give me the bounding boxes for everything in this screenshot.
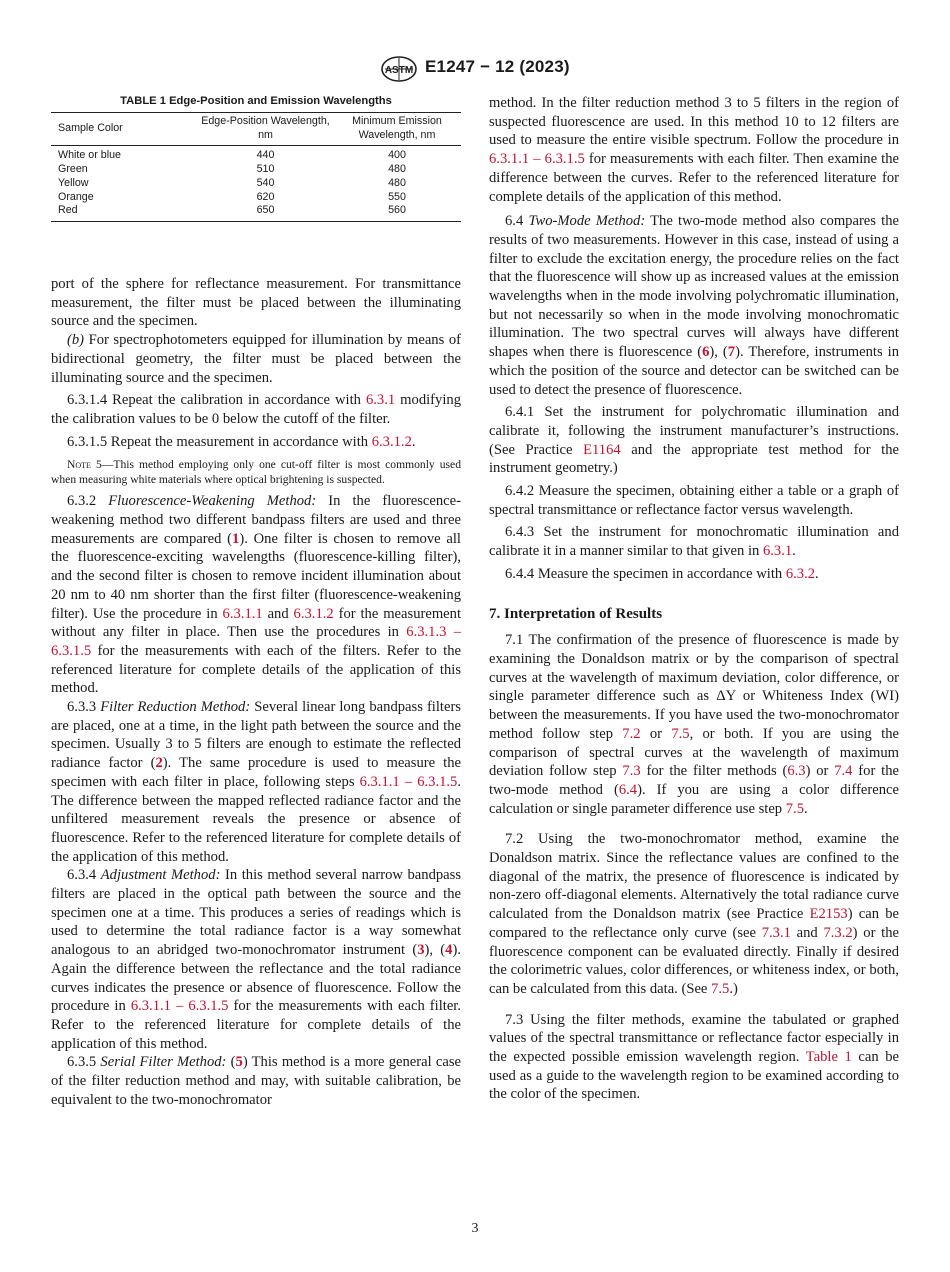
table-row xyxy=(51,146,461,163)
table-cell: 440 xyxy=(256,149,275,162)
table-cell: 540 xyxy=(256,176,275,189)
paragraph-7-1 xyxy=(489,631,899,818)
paragraph-6-4-2: 6.4.2 Measure the specimen, obtaining either a table or a graph of spectral transmittance or reflectance factor versus wavelength. xyxy=(489,483,899,518)
reference-link[interactable]: 3 xyxy=(417,942,425,959)
paragraph-text: modifying the calibration values to be 0 below the cutoff of the filter. xyxy=(51,392,461,427)
edge-position-table xyxy=(51,112,461,222)
paragraph-text: ). Therefore, instruments in which the position of the source and detector can be switched can be used to detect the presence of fluorescence. xyxy=(489,344,899,398)
section-link[interactable]: 6.3.1.1 – 6.3.1.5 xyxy=(489,151,585,168)
table-row xyxy=(51,177,461,191)
section-title: Filter Reduction Method: xyxy=(100,699,251,716)
paragraph-text: for the filter methods ( xyxy=(640,763,788,780)
paragraph-text: ). The same procedure is used to measure the specimen with each filter in place, following steps xyxy=(51,755,461,790)
paragraph-6-4-3 xyxy=(489,523,899,560)
table-cell: 400 xyxy=(388,149,406,162)
section-link[interactable]: 7.2 xyxy=(622,725,641,742)
paragraph-text: or xyxy=(640,725,672,742)
paragraph-text: 6.4.3 Set the instrument for monochromatic illumination and calibrate it in a manner similar to that given in xyxy=(489,524,899,560)
paragraph-continuation: port of the sphere for reflectance measurement. For transmittance measurement, the filter must be placed between the illuminating source and the specimen. xyxy=(51,275,461,330)
paragraph-6-4 xyxy=(489,212,899,399)
table-row xyxy=(51,163,461,177)
paragraph-text: .) xyxy=(729,980,738,997)
paragraph-text: , or both. If you are using the comparison of spectral curves at the wavelength of maximum deviation follow step xyxy=(489,725,899,780)
logo-lettering: ASTM xyxy=(384,65,414,76)
table-cell: Green xyxy=(58,162,88,175)
paragraph-text: ), ( xyxy=(424,942,446,959)
paragraph-text: Several linear long bandpass filters are placed, one at a time, in the light path between the source and the specimen. Usually 3 to 5 filters are enough to estimate the reflected radiance factor ( xyxy=(51,699,461,772)
section-link[interactable]: 6.3.2 xyxy=(785,565,816,582)
section-number: 6.3.2 xyxy=(67,493,109,510)
section-number: 6.4 xyxy=(505,213,529,230)
paragraph-text: ). If you are using a color difference calculation or single parameter difference use step xyxy=(489,781,900,817)
paragraph-text: ) can be compared to the reflectance only curve (see xyxy=(489,906,899,941)
paragraph-text: For spectrophotometers equipped for illumination by means of bidirectional geometry, the filter must be placed between the illuminating source and the specimen. xyxy=(51,332,461,386)
section-link[interactable]: 7.5 xyxy=(711,980,730,997)
table-cell: 480 xyxy=(388,162,406,175)
paragraph-text: In this method several narrow bandpass filters are placed in the optical path between the source and the specimen one at a time. This produces a series of readings which is used to determine the total radiance factor is a way somewhat analogous to an abridged two-monochromator instrument ( xyxy=(51,867,461,959)
list-label: (b) xyxy=(67,332,85,349)
paragraph-text: In the fluorescence-weakening method two different bandpass filters are used and three measurements are compared ( xyxy=(51,493,461,547)
section-title: Two-Mode Method: xyxy=(528,213,646,230)
section-link[interactable]: 6.3.1.1 – 6.3.1.5 xyxy=(130,998,229,1015)
standard-link[interactable]: E1164 xyxy=(583,441,621,458)
paragraph-text: ) or xyxy=(805,763,835,780)
table-cell: 480 xyxy=(388,176,406,189)
page-number: 3 xyxy=(471,1221,479,1236)
section-link[interactable]: 6.4 xyxy=(618,781,638,798)
paragraph-text: 6.4.4 Measure the specimen in accordance with xyxy=(505,565,786,582)
section-link[interactable]: 7.4 xyxy=(834,763,853,780)
section-number: 6.3.5 xyxy=(67,1054,101,1071)
astm-logo-icon xyxy=(380,56,418,82)
page-header xyxy=(0,56,950,82)
section-link[interactable]: 7.5 xyxy=(671,725,690,742)
paragraph-6-4-4 xyxy=(489,565,899,584)
note-label: Note 5 xyxy=(67,458,102,472)
paragraph-6-3-5 xyxy=(51,1053,461,1109)
table-cell: 510 xyxy=(256,162,275,175)
paragraph-b xyxy=(51,331,461,387)
note-text: —This method employing only one cut-off filter is most commonly used when measuring white materials where optical brightening is suspected. xyxy=(51,458,461,487)
reference-link[interactable]: 4 xyxy=(445,942,453,959)
paragraph-text: 6.3.1.5 Repeat the measurement in accordance with xyxy=(67,433,372,450)
section-link[interactable]: 6.3 xyxy=(787,763,806,780)
section-link[interactable]: 7.5 xyxy=(785,800,804,817)
section-link[interactable]: 6.3.1.2 xyxy=(371,433,412,450)
reference-link[interactable]: 1 xyxy=(232,530,240,547)
paragraph-6-3-1-5 xyxy=(51,433,461,452)
reference-link[interactable]: 5 xyxy=(235,1054,243,1071)
section-link[interactable]: 6.3.1 xyxy=(762,543,793,560)
section-link[interactable]: 7.3 xyxy=(622,763,641,780)
table-cell: 620 xyxy=(256,190,275,203)
table-cell: White or blue xyxy=(58,149,121,162)
paragraph-7-3 xyxy=(489,1011,899,1105)
section-number: 6.3.3 xyxy=(67,699,101,716)
paragraph-text: . xyxy=(411,433,416,450)
paragraph-text: ) This method is a more general case of the filter reduction method and may, with suitable calibration, be equivalent to the two-monochromator xyxy=(51,1054,461,1108)
paragraph-6-4-1 xyxy=(489,403,899,478)
note-5 xyxy=(51,457,461,487)
document-id: E1247 − 12 (2023) xyxy=(425,57,570,76)
table-caption: TABLE 1 Edge-Position and Emission Wavelengths xyxy=(120,95,392,107)
table-cell: Yellow xyxy=(58,176,89,189)
column-header: Minimum Emission Wavelength, nm xyxy=(333,113,461,146)
reference-link[interactable]: 2 xyxy=(155,755,163,772)
paragraph-text: 7.3 Using the filter methods, examine the tabulated or graphed values of the spectral transmittance or reflectance factor especially in the expected possible emission wavelength region. xyxy=(489,1011,899,1066)
table-cell: 560 xyxy=(333,204,461,221)
section-link[interactable]: 6.3.1.2 xyxy=(293,605,334,622)
reference-link[interactable]: 6 xyxy=(702,344,710,361)
standard-link[interactable]: E2153 xyxy=(809,906,848,923)
table-row xyxy=(51,204,461,221)
paragraph-text: for the measurements with each filter. Refer to the referenced literature for complete details of the application of this method. xyxy=(51,998,462,1052)
paragraph-7-2 xyxy=(489,830,899,998)
section-heading-7: 7. Interpretation of Results xyxy=(489,605,663,622)
paragraph-text: . xyxy=(804,800,808,817)
table-header-row xyxy=(51,113,461,146)
paragraph-text: 6.4.1 Set the instrument for polychromatic illumination and calibrate it, following the instrument manufacturer’s instructions. (See Practice xyxy=(489,404,899,458)
section-link[interactable]: 6.3.1.3 – 6.3.1.5 xyxy=(51,624,462,659)
paragraph-text: 7.1 The confirmation of the presence of fluorescence is made by examining the Donaldson matrix or by the comparison of spectral curves at the wavelength of maximum deviation, color difference, or single parameter difference such as ΔY or Whiteness Index (WI) between the measurements. If you have used the two-monochromator method follow step xyxy=(489,632,899,742)
paragraph-text: and xyxy=(262,605,294,622)
section-link[interactable]: 7.3.1 xyxy=(761,924,791,941)
paragraph-text: for the measurements with each of the filters. Refer to the referenced literature for complete details of the application of this method. xyxy=(51,642,461,697)
section-link[interactable]: 6.3.1 xyxy=(365,392,396,409)
table-row xyxy=(51,190,461,204)
paragraph-6-3-4 xyxy=(51,866,461,1053)
paragraph-text: 7.2 Using the two-monochromator method, examine the Donaldson matrix. Since the reflectance values are confined to the diagonal of the matrix, the presence of fluorescence is indicated by non-zero off-diagonal elements. Alternatively the total radiance curve calculated from the Donaldson matrix (see Practice xyxy=(489,831,899,923)
left-column xyxy=(51,94,461,1110)
section-number: 6.3.4 xyxy=(67,867,101,884)
paragraph-text: The two-mode method also compares the results of two measurements. However in this case, instead of using a filter to exclude the excitation energy, the procedure relies on the fact that the fluorescence will show up as increased values at the emission wavelengths when in the mode involving polychromatic illumination, but not necessarily so when in the mode involving monochromatic illumination. The two spectral curves will always have different shapes when there is fluorescence ( xyxy=(489,213,899,361)
table-link[interactable]: Table 1 xyxy=(805,1049,852,1066)
table-cell: Orange xyxy=(58,190,94,203)
column-header: Edge-Position Wavelength, nm xyxy=(198,113,333,146)
paragraph-text: for the measurement without any filter in place. Then use the procedures in xyxy=(51,605,462,641)
paragraph-text: ). One filter is chosen to remove all the fluorescence-exciting wavelengths (fluorescence-killing filter), and the second filter is chosen to remove incident illumination about 20 nm to 40 nm shorter than the first filter (fluorescence-weakening filter). Use the procedure in xyxy=(51,530,461,622)
paragraph-text: for the two-mode method ( xyxy=(489,763,899,798)
paragraph-continuation xyxy=(489,94,899,206)
table-cell: 550 xyxy=(388,190,406,203)
section-title: Adjustment Method: xyxy=(100,867,221,884)
paragraph-text: ). Again the difference between the reflectance and the total radiance curves indicates the presence or absence of fluorescence. Follow the procedure in xyxy=(51,942,461,1015)
table-cell: 650 xyxy=(198,204,333,221)
paragraph-text: . xyxy=(792,543,796,560)
paragraph-text: method. In the filter reduction method 3 to 5 filters in the region of suspected fluorescence are used. In this method 10 to 12 filters are used to measure the entire visible spectrum. Follow the procedure in xyxy=(489,95,899,149)
section-link[interactable]: 6.3.1.1 xyxy=(222,605,263,622)
paragraph-text: and the appropriate test method for the instrument geometry.) xyxy=(489,441,899,477)
paragraph-text: for measurements with each filter. Then examine the difference between the curves. Refer to the referenced literature for complete details of the application of this method. xyxy=(489,151,900,205)
paragraph-text: ( xyxy=(226,1054,236,1071)
paragraph-6-3-1-4 xyxy=(51,391,461,428)
paragraph-text: . The difference between the mapped reflected radiance factor and the unfiltered measurement reveals the presence or absence of fluorescence. Refer to the referenced literature for complete details of the application of this method. xyxy=(51,773,461,865)
paragraph-text: ) or the fluorescence component can be evaluated directly. Finally if desired the colorimetric values, color differences, or whiteness index, or both, can be calculated from this data. (See xyxy=(489,924,899,997)
paragraph-text: can be used as a guide to the wavelength region to be examined according to the color of the specimen. xyxy=(489,1049,899,1103)
paragraph-text: and xyxy=(790,924,824,941)
table-cell: Red xyxy=(51,204,198,221)
section-title: Serial Filter Method: xyxy=(100,1054,227,1071)
paragraph-6-3-3 xyxy=(51,698,461,866)
reference-link[interactable]: 7 xyxy=(727,344,736,361)
section-link[interactable]: 7.3.2 xyxy=(823,924,853,941)
section-link[interactable]: 6.3.1.1 – 6.3.1.5 xyxy=(359,773,458,790)
column-header: Sample Color xyxy=(51,113,198,146)
right-column xyxy=(489,94,899,1104)
paragraph-text: 6.3.1.4 Repeat the calibration in accordance with xyxy=(67,392,366,409)
section-title: Fluorescence-Weakening Method: xyxy=(108,493,317,510)
paragraph-text: . xyxy=(815,565,819,582)
paragraph-6-3-2 xyxy=(51,492,461,698)
paragraph-text: ), ( xyxy=(709,344,728,361)
